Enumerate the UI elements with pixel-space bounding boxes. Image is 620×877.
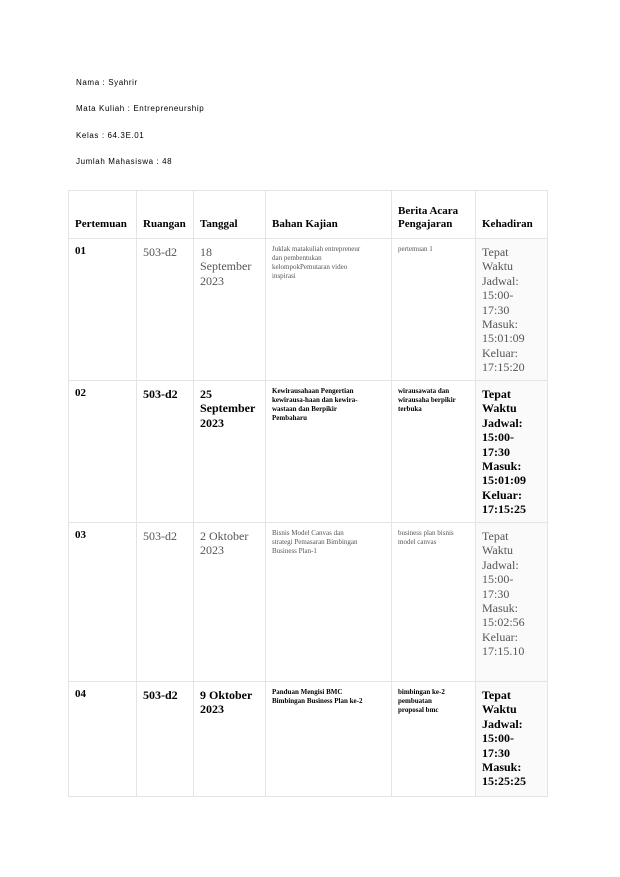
header-berita-acara: Berita Acara Pengajaran xyxy=(392,191,476,239)
header-ruangan: Ruangan xyxy=(137,191,194,239)
cell-tanggal: 18 September 2023 xyxy=(194,239,266,381)
cell-kehadiran: Tepat Waktu Jadwal: 15:00- 17:30 Masuk: 15:01:09 Keluar: 17:15:25 xyxy=(476,381,548,523)
cell-berita-acara: business plan bisnis model canvas xyxy=(392,523,476,682)
header-kehadiran: Kehadiran xyxy=(476,191,548,239)
class-code: Kelas : 64.3E.01 xyxy=(76,131,145,140)
cell-tanggal: 2 Oktober 2023 xyxy=(194,523,266,682)
cell-ruangan: 503-d2 xyxy=(137,239,194,381)
cell-berita-acara: bimbingan ke-2 pembuatan proposal bmc xyxy=(392,682,476,797)
table-header-row xyxy=(69,191,548,239)
student-count: Jumlah Mahasiswa : 48 xyxy=(76,157,173,166)
cell-pertemuan: 04 xyxy=(69,682,137,797)
cell-kehadiran: Tepat Waktu Jadwal: 15:00- 17:30 Masuk: 15:01:09 Keluar: 17:15:20 xyxy=(476,239,548,381)
cell-pertemuan: 01 xyxy=(69,239,137,381)
cell-bahan-kajian: Panduan Mengisi BMC Bimbingan Business Plan ke-2 xyxy=(266,682,392,797)
cell-ruangan: 503-d2 xyxy=(137,682,194,797)
header-bahan-kajian: Bahan Kajian xyxy=(266,191,392,239)
cell-kehadiran: Tepat Waktu Jadwal: 15:00- 17:30 Masuk: 15:25:25 xyxy=(476,682,548,797)
table-row xyxy=(69,682,548,797)
table-row xyxy=(69,239,548,381)
cell-berita-acara: wirausawata dan wirausaha berpikir terbuka xyxy=(392,381,476,523)
cell-tanggal: 9 Oktober 2023 xyxy=(194,682,266,797)
header-pertemuan: Pertemuan xyxy=(69,191,137,239)
course-name: Mata Kuliah : Entrepreneurship xyxy=(76,104,205,113)
cell-kehadiran: Tepat Waktu Jadwal: 15:00- 17:30 Masuk: 15:02:56 Keluar: 17:15.10 xyxy=(476,523,548,682)
cell-ruangan: 503-d2 xyxy=(137,523,194,682)
cell-tanggal: 25 September 2023 xyxy=(194,381,266,523)
cell-pertemuan: 03 xyxy=(69,523,137,682)
cell-bahan-kajian: Bisnis Model Canvas dan strategi Pemasaran Bimbingan Business Plan-1 xyxy=(266,523,392,682)
table-row xyxy=(69,381,548,523)
attendance-table xyxy=(68,190,548,797)
cell-bahan-kajian: Juklak matakuliah entrepreneur dan pembentukan kelompokPemutaran video inspirasi xyxy=(266,239,392,381)
cell-berita-acara: pertemuan 1 xyxy=(392,239,476,381)
cell-ruangan: 503-d2 xyxy=(137,381,194,523)
lecturer-name: Nama : Syahrir xyxy=(76,78,138,87)
table-row xyxy=(69,523,548,682)
header-tanggal: Tanggal xyxy=(194,191,266,239)
cell-bahan-kajian: Kewirausahaan Pengertian kewirausa-haan dan kewira- wastaan dan Berpikir Pembaharu xyxy=(266,381,392,523)
cell-pertemuan: 02 xyxy=(69,381,137,523)
